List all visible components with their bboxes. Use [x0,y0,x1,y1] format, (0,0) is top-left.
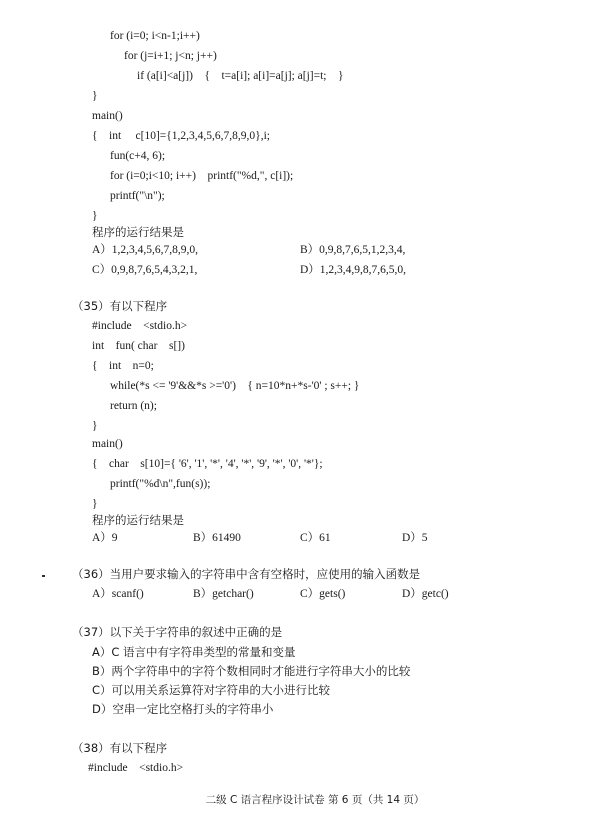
code-line: printf("\n"); [110,190,165,202]
q36-option-c[interactable]: C）gets() [300,588,346,600]
q37-option-d[interactable]: D）空串一定比空格打头的字符串小 [92,702,274,716]
q35-option-d[interactable]: D）5 [402,532,428,544]
q34-option-c[interactable]: C）0,9,8,7,6,5,4,3,2,1, [92,264,198,276]
q35-option-a[interactable]: A）9 [92,532,118,544]
q36-option-a[interactable]: A）scanf() [92,588,144,600]
code-line: } [92,210,98,222]
q36-option-b[interactable]: B）getchar() [193,588,254,600]
margin-mark [42,575,45,577]
code-line: for (i=0; i<n-1;i++) [110,30,200,42]
page-footer: 二级 C 语言程序设计试卷 第 6 页（共 14 页） [205,794,425,806]
code-line: } [92,90,98,102]
code-line: printf("%d\n",fun(s)); [110,478,211,490]
code-line: { char s[10]={ '6', '1', '*', '4', '*', '9', '*', '0', '*'}; [92,458,323,470]
q37-option-a[interactable]: A）C 语言中有字符串类型的常量和变量 [92,645,296,659]
code-line: #include <stdio.h> [88,762,184,774]
code-line: return (n); [110,400,157,412]
code-line: int fun( char s[]) [92,340,185,352]
code-line: while(*s <= '9'&&*s >='0') { n=10*n+*s-'0' ; s++; } [110,380,360,392]
code-line: { int c[10]={1,2,3,4,5,6,7,8,9,0},i; [92,130,270,142]
q37-title: （37）以下关于字符串的叙述中正确的是 [72,625,283,639]
code-line: #include <stdio.h> [92,320,188,332]
q37-option-b[interactable]: B）两个字符串中的字符个数相同时才能进行字符串大小的比较 [92,664,411,678]
code-line: { int n=0; [92,360,154,372]
code-line: } [92,498,98,510]
code-line: for (j=i+1; j<n; j++) [124,50,217,62]
code-line: } [92,420,98,432]
q36-option-d[interactable]: D）getc() [402,588,449,600]
q36-title: （36）当用户要求输入的字符串中含有空格时，应使用的输入函数是 [72,567,421,581]
code-line: for (i=0;i<10; i++) printf("%d,", c[i]); [110,170,294,182]
q35-option-b[interactable]: B）61490 [193,532,241,544]
q34-question: 程序的运行结果是 [92,225,184,239]
q34-option-a[interactable]: A）1,2,3,4,5,6,7,8,9,0, [92,244,199,256]
code-line: main() [92,110,123,122]
q37-option-c[interactable]: C）可以用关系运算符对字符串的大小进行比较 [92,683,331,697]
q38-title: （38）有以下程序 [72,741,168,755]
code-line: fun(c+4, 6); [110,150,166,162]
q35-question: 程序的运行结果是 [92,513,184,527]
q34-option-b[interactable]: B）0,9,8,7,6,5,1,2,3,4, [300,244,406,256]
q35-title: （35）有以下程序 [72,299,168,313]
code-line: if (a[i]<a[j]) { t=a[i]; a[i]=a[j]; a[j]=t; } [137,70,344,82]
q34-option-d[interactable]: D）1,2,3,4,9,8,7,6,5,0, [300,264,407,276]
code-line: main() [92,438,123,450]
q35-option-c[interactable]: C）61 [300,532,331,544]
